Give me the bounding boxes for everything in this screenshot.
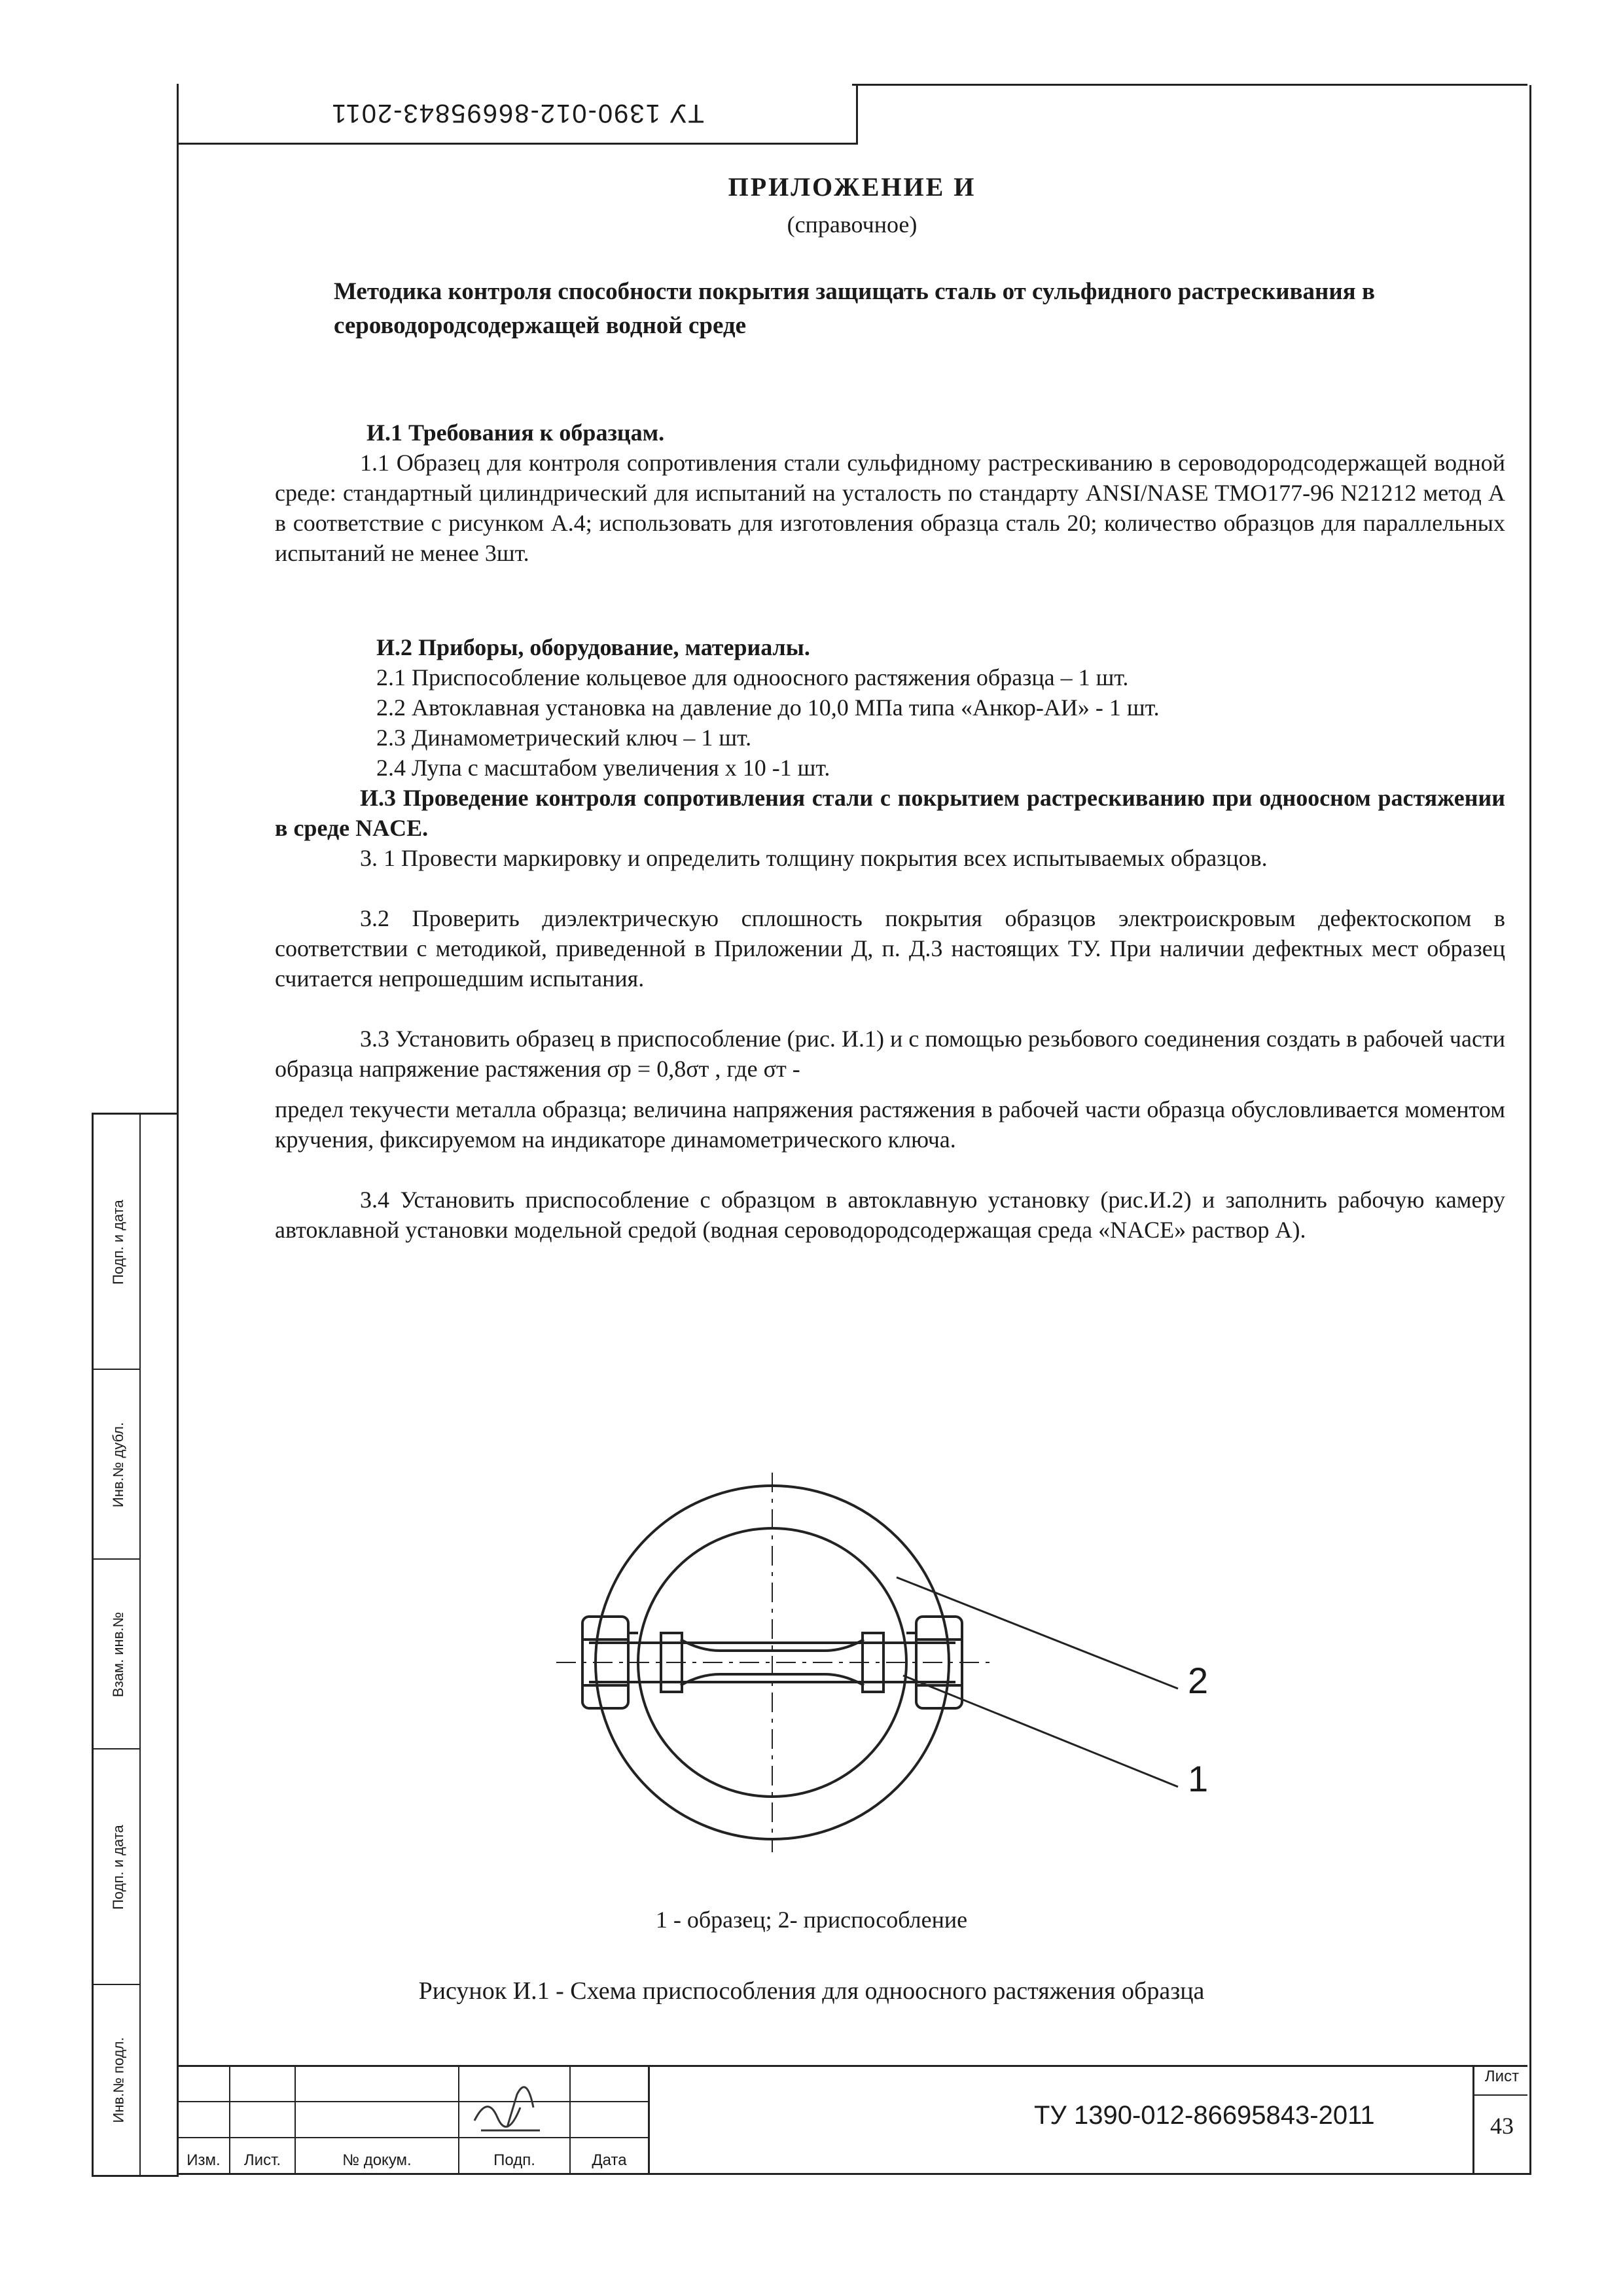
- appendix-title: ПРИЛОЖЕНИЕ И: [728, 172, 976, 202]
- sheet-number: 43: [1490, 2113, 1514, 2139]
- side-label: Инв.№ дубл.: [110, 1422, 126, 1508]
- section2-item: 2.2 Автоклавная установка на давление до 10,0 МПа типа «Анкор-АИ» - 1 шт.: [376, 694, 1160, 721]
- col-date: Дата: [592, 2151, 627, 2169]
- section2-item: 2.1 Приспособление кольцевое для одноосного растяжения образца – 1 шт.: [376, 664, 1129, 691]
- col-list: Лист.: [243, 2151, 281, 2169]
- side-stamp: [92, 1113, 179, 2177]
- signature-mark: [468, 2068, 553, 2140]
- title-block-line: [648, 2065, 650, 2175]
- side-stamp-divider: [139, 1115, 141, 2175]
- title-block-line: [177, 2137, 648, 2138]
- section1-heading: И.1 Требования к образцам.: [366, 420, 665, 446]
- title-block-doc-number: ТУ 1390-012-86695843-2011: [1034, 2101, 1375, 2130]
- section2-heading: И.2 Приборы, оборудование, материалы.: [376, 634, 810, 660]
- appendix-subtitle: (справочное): [787, 211, 918, 238]
- figure-caption: Рисунок И.1 - Схема приспособления для одноосного растяжения образца: [418, 1977, 1205, 2005]
- section3-paragraph-4: 3.4 Установить приспособление с образцом в автоклавную установку (рис.И.2) и заполнить рабочую камеру автоклавной установки модельной средой (водная сероводородсодержащая среда «NACE» раствор А).: [275, 1187, 1505, 1243]
- title-block: [177, 2065, 1527, 2175]
- col-sign: Подп.: [493, 2151, 535, 2169]
- frame-top-edge: [852, 84, 1527, 86]
- section2-item: 2.3 Динамометрический ключ – 1 шт.: [376, 725, 752, 751]
- section3-heading: И.3 Проведение контроля сопротивления стали с покрытием растрескиванию при одноосном растяжении в среде NACE.: [275, 785, 1505, 841]
- section3-paragraph-3b: предел текучести металла образца; величина напряжения растяжения в рабочей части образца обусловливается моментом кручения, фиксируемом на индикаторе динамометрического ключа.: [275, 1096, 1505, 1153]
- col-doc-no: № докум.: [342, 2151, 412, 2169]
- section2-item: 2.4 Лупа с масштабом увеличения х 10 -1 шт.: [376, 755, 830, 781]
- side-label: Взам. инв.№: [110, 1611, 126, 1698]
- side-label: Подп. и дата: [110, 1200, 126, 1285]
- title-block-line: [177, 2101, 648, 2102]
- top-rotated-stamp: [177, 84, 858, 145]
- side-label: Инв.№ подл.: [110, 2037, 126, 2123]
- callout-2: 2: [1188, 1660, 1209, 1701]
- callout-1: 1: [1188, 1758, 1209, 1799]
- appendix-heading: Методика контроля способности покрытия защищать сталь от сульфидного растрескивания в сероводородсодержащей водной среде: [334, 278, 1375, 339]
- col-izm: Изм.: [187, 2151, 221, 2169]
- rotated-doc-number: ТУ 1390-012-86695843-2011: [330, 99, 704, 128]
- section3-paragraph-3a: 3.3 Установить образец в приспособление (рис. И.1) и с помощью резьбового соединения создать в рабочей части образца напряжение растяжения σр = 0,8σт , где σт -: [275, 1026, 1505, 1082]
- figure-legend: 1 - образец; 2- приспособление: [655, 1907, 968, 1933]
- sheet-label: Лист: [1484, 2068, 1520, 2085]
- title-block-line: [177, 2065, 1527, 2067]
- section3-paragraph-1: 3. 1 Провести маркировку и определить толщину покрытия всех испытываемых образцов.: [360, 845, 1268, 871]
- side-label: Подп. и дата: [110, 1825, 126, 1910]
- section3-paragraph-2: 3.2 Проверить диэлектрическую сплошность покрытия образцов электроискровым дефектоскопом в соответствии с методикой, приведенной в Приложении Д, п. Д.3 настоящих ТУ. При наличии дефектных мест образец считается непрошедшим испытания.: [275, 905, 1505, 992]
- section1-paragraph: 1.1 Образец для контроля сопротивления стали сульфидному растрескиванию в сероводородсодержащей водной среде: стандартный цилиндрический для испытаний на усталость по стандарту ANSI/NASE TMO177-96 N21212 метод A в соответствие с рисунком А.4; использовать для изготовления образца сталь 20; количество образцов для параллельных испытаний не менее 3шт.: [275, 450, 1505, 566]
- title-block-line: [1472, 2094, 1527, 2096]
